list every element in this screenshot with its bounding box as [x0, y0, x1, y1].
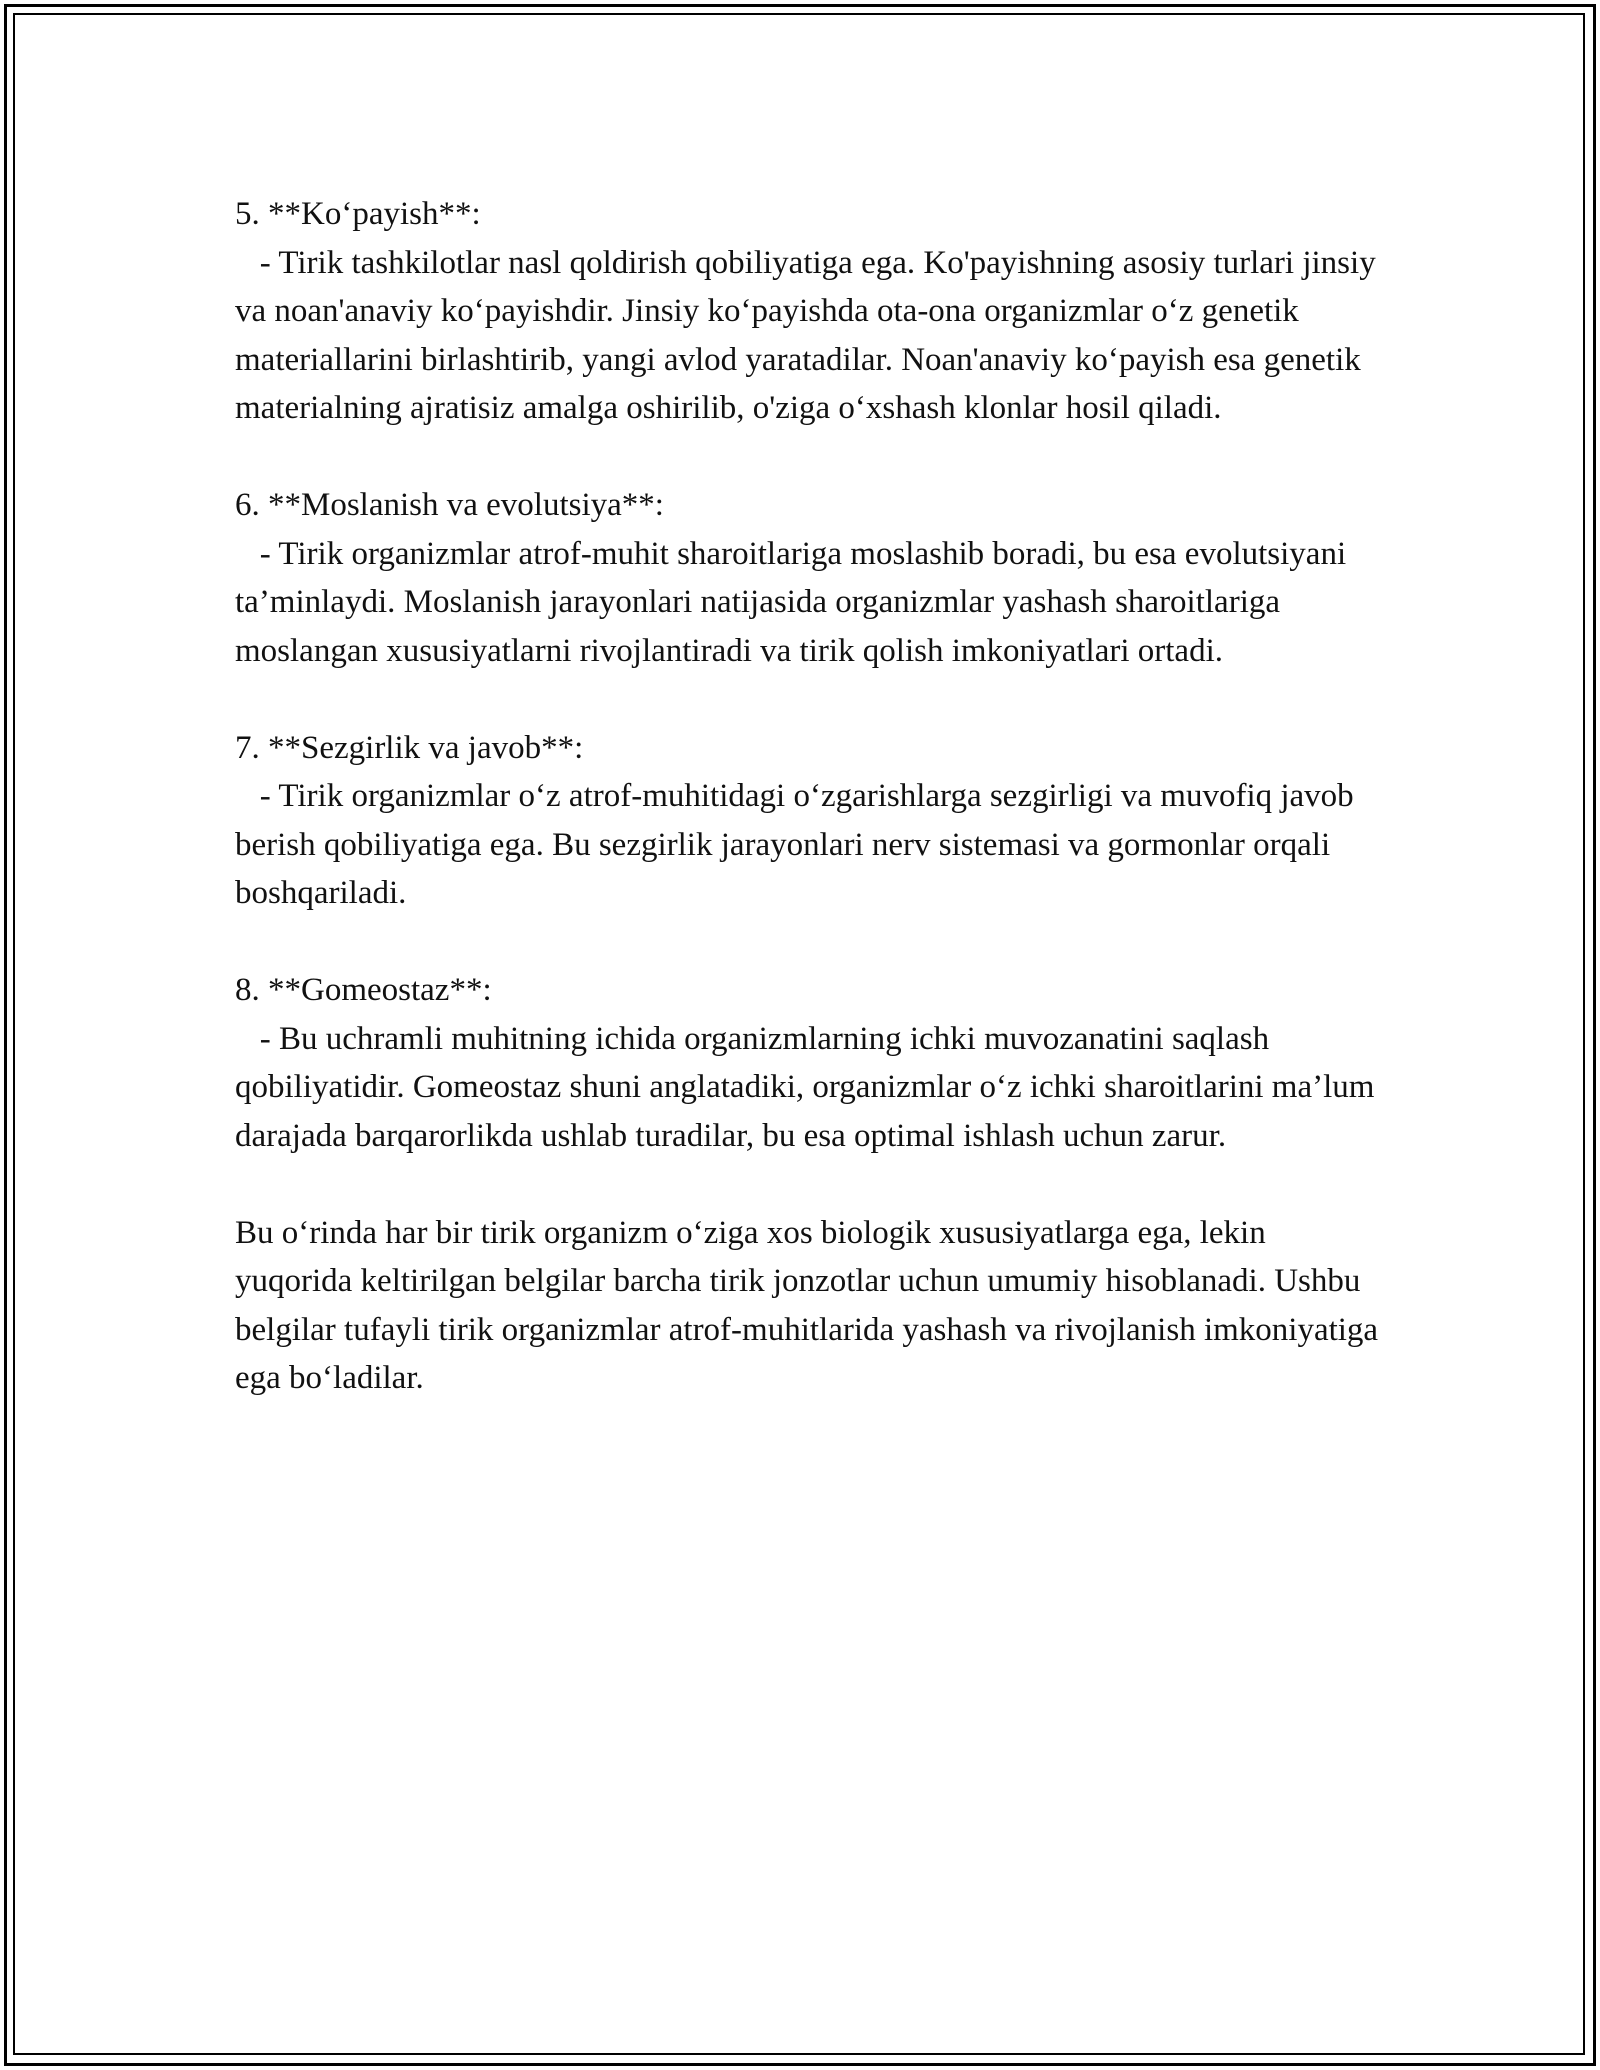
section-paragraph: - Bu uchramli muhitning ichida organizmlarning ichki muvozanatini saqlash qobiliyatidir. Gomeostaz shuni anglatadiki, organizmlar o‘z ichki sharoitlarini ma’lum darajada barqarorlikda ushlab turadilar, bu esa optimal ishlash uchun zarur.: [235, 1020, 1383, 1154]
section-heading: 8. **Gomeostaz**:: [235, 972, 492, 1008]
section-adaptation-evolution: [235, 481, 1385, 675]
conclusion-paragraph: Bu o‘rinda har bir tirik organizm o‘ziga xos biologik xususiyatlarga ega, lekin yuqorida keltirilgan belgilar barcha tirik jonzotlar uchun umumiy hisoblanadi. Ushbu belgilar tufayli tirik organizmlar atrof-muhitlarida yashash va rivojlanish imkoniyatiga ega bo‘ladilar.: [235, 1214, 1387, 1396]
section-paragraph: - Tirik organizmlar atrof-muhit sharoitlariga moslashib boradi, bu esa evolutsiyani ta’minlaydi. Moslanish jarayonlari natijasida organizmlar yashash sharoitlariga moslangan xususiyatlarni rivojlantiradi va tirik qolish imkoniyatlari ortadi.: [235, 535, 1355, 669]
section-sensitivity-response: [235, 724, 1385, 918]
document-body: [235, 190, 1385, 1451]
section-paragraph: - Tirik organizmlar o‘z atrof-muhitidagi o‘zgarishlarga sezgirligi va muvofiq javob berish qobiliyatiga ega. Bu sezgirlik jarayonlari nerv sistemasi va gormonlar orqali boshqariladi.: [235, 778, 1362, 911]
section-paragraph: - Tirik tashkilotlar nasl qoldirish qobiliyatiga ega. Ko'payishning asosiy turlari jinsiy va noan'anaviy ko‘payishdir. Jinsiy ko‘payishda ota-ona organizmlar o‘z genetik materiallarini birlashtirib, yangi avlod yaratadilar. Noan'anaviy ko‘payish esa genetik materialning ajratisiz amalga oshirilib, o'ziga o‘xshash klonlar hosil qiladi.: [235, 244, 1384, 426]
section-heading: 7. **Sezgirlik va javob**:: [235, 729, 584, 766]
section-reproduction: [235, 190, 1385, 433]
section-heading: 5. **Ko‘payish**:: [235, 196, 481, 232]
section-heading: 6. **Moslanish va evolutsiya**:: [235, 487, 664, 523]
section-homeostasis: [235, 966, 1385, 1160]
conclusion: [235, 1209, 1385, 1403]
